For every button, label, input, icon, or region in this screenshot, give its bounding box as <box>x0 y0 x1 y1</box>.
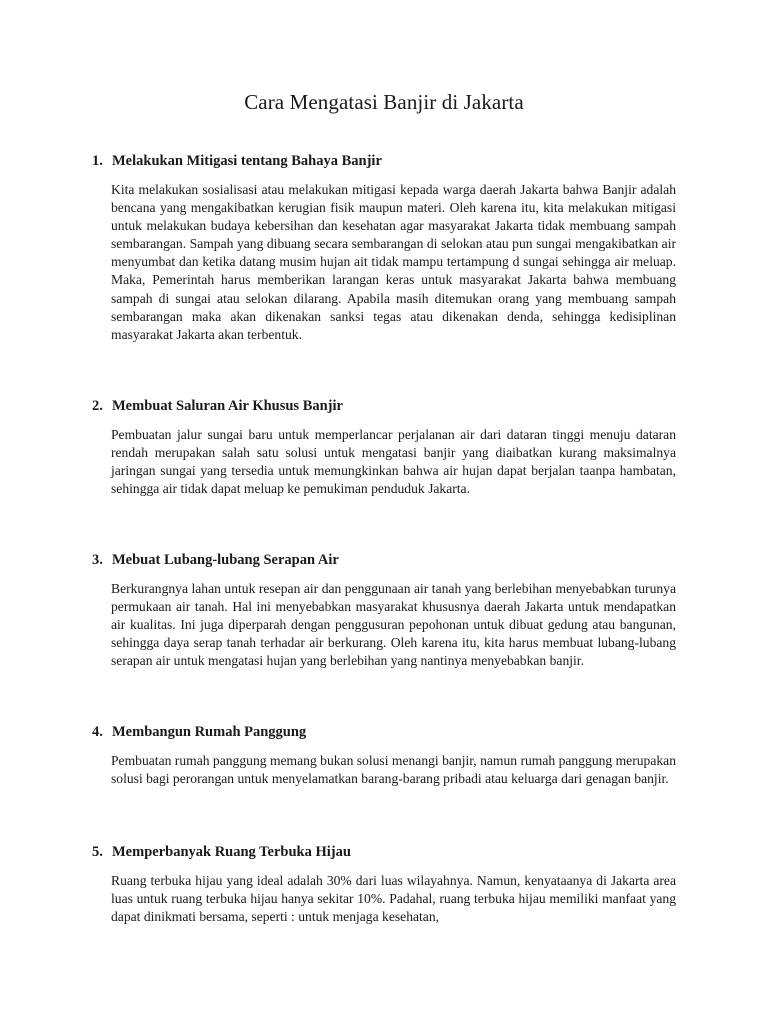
section-2 <box>92 396 676 498</box>
section-heading <box>92 722 676 742</box>
section-4 <box>92 722 676 788</box>
section-number: 4. <box>92 724 103 740</box>
section-5 <box>92 842 676 926</box>
section-title: Mebuat Lubang-lubang Serapan Air <box>112 552 339 568</box>
section-1 <box>92 151 676 344</box>
section-3 <box>92 550 676 670</box>
section-heading <box>92 550 676 570</box>
section-number: 1. <box>92 153 103 169</box>
section-paragraph: Pembuatan rumah panggung memang bukan solusi menangi banjir, namun rumah panggung merupakan solusi bagi perorangan untuk menyelamatkan barang-barang pribadi atau keluarga dari genagan banjir. <box>111 753 676 787</box>
section-title: Membuat Saluran Air Khusus Banjir <box>112 398 343 414</box>
section-number: 2. <box>92 398 103 414</box>
section-title: Membangun Rumah Panggung <box>112 724 307 740</box>
section-paragraph: Berkurangnya lahan untuk resepan air dan penggunaan air tanah yang berlebihan menyebabkan turunya permukaan air tanah. Hal ini menyebabkan masyarakat khususnya daerah Jakarta untuk mendapatkan air kualitas. Ini juga diperparah dengan penggusuran pepohonan untuk dibuat gedung atau bangunan, sehingga daya serap tanah terhadar air berkurang. Oleh karena itu, kita harus membuat lubang-lubang serapan air untuk mengatasi hujan yang berlebihan yang nantinya menyebabkan banjir. <box>111 581 676 669</box>
section-title: Memperbanyak Ruang Terbuka Hijau <box>112 844 351 860</box>
section-heading <box>92 842 676 862</box>
document-title: Cara Mengatasi Banjir di Jakarta <box>244 90 524 114</box>
section-number: 5. <box>92 844 103 860</box>
section-paragraph: Pembuatan jalur sungai baru untuk memperlancar perjalanan air dari dataran tinggi menuju dataran rendah merupakan salah satu solusi untuk mengatasi banjir yang diaibatkan kurang maksimalnya jaringan sungai yang tersedia untuk memungkinkan bahwa air hujan dapat berjalan taanpa hambatan, sehingga air tidak dapat meluap ke pemukiman penduduk Jakarta. <box>111 427 676 497</box>
section-heading <box>92 151 676 171</box>
section-paragraph: Kita melakukan sosialisasi atau melakukan mitigasi kepada warga daerah Jakarta bahwa Banjir adalah bencana yang mengakibatkan kerugian fisik maupun materi. Oleh karena itu, kita melakukan mitigasi untuk melakukan budaya kebersihan dan kesehatan agar masyarakat Jakarta tidak membuang sampah sembarangan. Sampah yang dibuang secara sembarangan di selokan atau pun sungai mengakibatkan air menyumbat dan ketika datang musim hujan ait tidak mampu tertampung d sungai sehingga air meluap. Maka, Pemerintah harus memberikan larangan keras untuk masyarakat Jakarta bahwa membuang sampah di sungai atau selokan dilarang. Apabila masih ditemukan orang yang membuang sampah sembarangan maka akan dikenakan sanksi tegas atau dikenakan denda, sehingga kedisiplinan masyarakat Jakarta akan terbentuk. <box>111 182 676 342</box>
section-number: 3. <box>92 552 103 568</box>
section-title: Melakukan Mitigasi tentang Bahaya Banjir <box>112 153 382 169</box>
section-paragraph: Ruang terbuka hijau yang ideal adalah 30% dari luas wilayahnya. Namun, kenyataanya di Jakarta area luas untuk ruang terbuka hijau hanya sekitar 10%. Padahal, ruang terbuka hijau memiliki manfaat yang dapat dinikmati bersama, seperti : untuk menjaga kesehatan, <box>111 873 676 925</box>
section-heading <box>92 396 676 416</box>
